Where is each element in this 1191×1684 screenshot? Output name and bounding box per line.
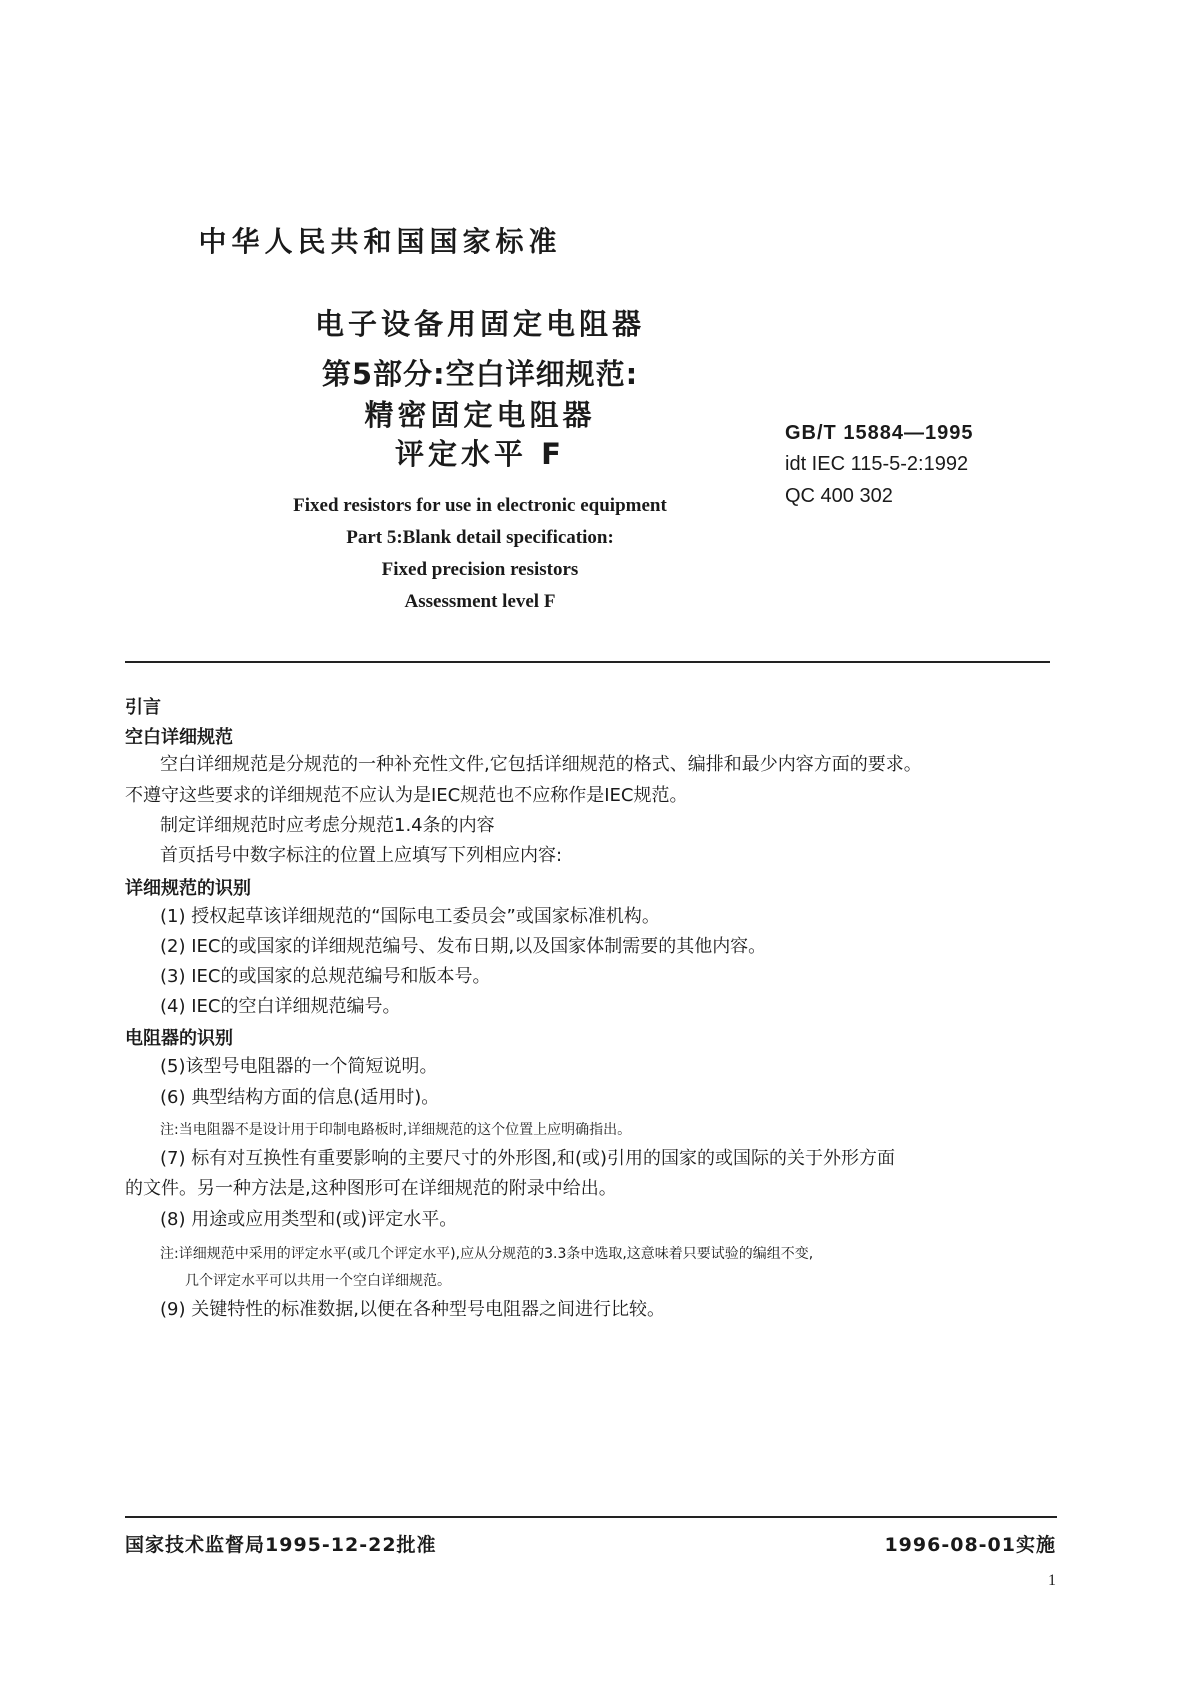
blank-spec-heading: 空白详细规范 (125, 727, 233, 748)
note-2-line-2: 几个评定水平可以共用一个空白详细规范。 (185, 1273, 451, 1289)
approval-info: 国家技术监督局1995-12-22批准 (125, 1534, 437, 1556)
note-1: 注:当电阻器不是设计用于印制电路板时,详细规范的这个位置上应明确指出。 (160, 1122, 632, 1138)
list-item-9: (9) 关键特性的标准数据,以便在各种型号电阻器之间进行比较。 (160, 1299, 665, 1320)
title-cn-line-2: 第5部分:空白详细规范: (321, 357, 639, 391)
resistor-id-heading: 电阻器的识别 (125, 1028, 233, 1049)
note-2-line-1: 注:详细规范中采用的评定水平(或几个评定水平),应从分规范的3.3条中选取,这意味着只要试验的编组不变, (160, 1246, 814, 1262)
gb-standard-code: GB/T 15884—1995 (785, 422, 974, 444)
detail-spec-id-heading: 详细规范的识别 (125, 878, 251, 899)
page-number: 1 (1048, 1572, 1056, 1589)
list-item-5: (5)该型号电阻器的一个简短说明。 (160, 1056, 438, 1077)
title-cn-line-1: 电子设备用固定电阻器 (314, 307, 645, 341)
title-en-line-2: Part 5:Blank detail specification: (346, 527, 614, 548)
title-en-line-3: Fixed precision resistors (381, 559, 579, 580)
list-item-6: (6) 典型结构方面的信息(适用时)。 (160, 1087, 440, 1108)
qc-code: QC 400 302 (785, 485, 893, 507)
list-item-1: (1) 授权起草该详细规范的“国际电工委员会”或国家标准机构。 (160, 906, 660, 927)
title-en-line-4: Assessment level F (404, 591, 556, 612)
national-standard-heading: 中华人民共和国国家标准 (198, 225, 562, 258)
paragraph-3: 首页括号中数字标注的位置上应填写下列相应内容: (160, 845, 563, 866)
paragraph-2: 制定详细规范时应考虑分规范1.4条的内容 (160, 815, 495, 836)
top-divider (125, 661, 1050, 663)
title-cn-line-3: 精密固定电阻器 (364, 398, 596, 432)
list-item-7-line-2: 的文件。另一种方法是,这种图形可在详细规范的附录中给出。 (125, 1178, 617, 1199)
list-item-7-line-1: (7) 标有对互换性有重要影响的主要尺寸的外形图,和(或)引用的国家的或国际的关于外形方面 (160, 1148, 895, 1169)
list-item-2: (2) IEC的或国家的详细规范编号、发布日期,以及国家体制需要的其他内容。 (160, 936, 767, 957)
list-item-4: (4) IEC的空白详细规范编号。 (160, 996, 401, 1017)
title-en-line-1: Fixed resistors for use in electronic equipment (293, 495, 667, 516)
list-item-3: (3) IEC的或国家的总规范编号和版本号。 (160, 966, 491, 987)
list-item-8: (8) 用途或应用类型和(或)评定水平。 (160, 1209, 458, 1230)
paragraph-1-line-2: 不遵守这些要求的详细规范不应认为是IEC规范也不应称作是IEC规范。 (125, 785, 688, 806)
bottom-divider (125, 1516, 1057, 1518)
idt-iec-code: idt IEC 115-5-2:1992 (785, 453, 969, 475)
intro-heading: 引言 (125, 697, 161, 718)
implementation-date: 1996-08-01实施 (884, 1534, 1056, 1556)
title-cn-line-4: 评定水平 F (395, 437, 565, 471)
paragraph-1-line-1: 空白详细规范是分规范的一种补充性文件,它包括详细规范的格式、编排和最少内容方面的要求。 (160, 754, 922, 775)
